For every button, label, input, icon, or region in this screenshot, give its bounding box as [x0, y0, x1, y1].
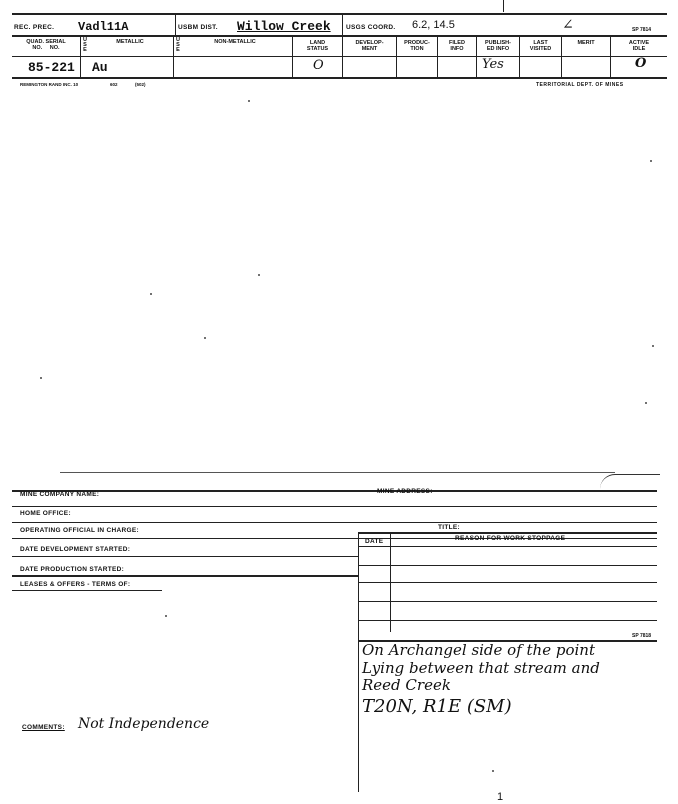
- speck: [650, 160, 652, 162]
- comments-label: COMMENTS:: [22, 724, 65, 731]
- speck: [492, 770, 494, 772]
- rule: [358, 546, 657, 547]
- mine-address-label: MINE ADDRESS:: [377, 488, 433, 495]
- footer-left: REMINGTON RAND INC. 10: [20, 82, 79, 87]
- home-office-label: HOME OFFICE:: [20, 510, 71, 517]
- note-line: On Archangel side of the point: [362, 641, 595, 659]
- rule: [358, 620, 657, 621]
- footer-right: TERRITORIAL DEPT. OF MINES: [536, 82, 624, 88]
- footer-code: (502): [135, 82, 146, 87]
- divider: [175, 14, 176, 36]
- published-info-header: PUBLISH- ED INFO: [485, 40, 511, 52]
- date-development-label: DATE DEVELOPMENT STARTED:: [20, 546, 131, 553]
- rule: [358, 565, 657, 566]
- rule: [358, 582, 657, 583]
- use-right-header: U S E: [176, 37, 180, 53]
- col-divider: [173, 36, 174, 78]
- values-bottom-rule: [12, 77, 667, 79]
- rec-prec-label: REC. PREC.: [14, 24, 55, 31]
- last-visited-header: LAST VISITED: [529, 40, 552, 52]
- speck: [248, 100, 250, 102]
- speck: [645, 402, 647, 404]
- rule: [358, 601, 657, 602]
- note-line: Lying between that stream and: [362, 659, 600, 677]
- quad-serial-value: 85-221: [28, 60, 75, 75]
- leases-label: LEASES & OFFERS - TERMS OF:: [20, 581, 131, 588]
- active-idle-value: O: [635, 56, 647, 71]
- header-top-rule: [12, 13, 667, 15]
- active-idle-header: ACTIVE IDLE: [628, 40, 650, 52]
- header-bottom-rule: [12, 35, 667, 37]
- land-status-value: O: [313, 58, 324, 73]
- note-line: Reed Creek: [362, 676, 451, 694]
- date-header: DATE: [365, 538, 384, 545]
- operating-official-label: OPERATING OFFICIAL IN CHARGE:: [20, 527, 139, 534]
- speck: [165, 615, 167, 617]
- divider: [342, 14, 343, 36]
- non-metallic-header: NON-METALLIC: [214, 39, 256, 45]
- note-legal-description: T20N, R1E (SM): [362, 696, 512, 717]
- columns-bottom-rule: [12, 56, 667, 57]
- rule: [12, 575, 358, 577]
- speck: [150, 293, 152, 295]
- merit-header: MERIT: [577, 40, 595, 46]
- metallic-header: METALLIC: [116, 39, 144, 45]
- usbm-dist-label: USBM DIST.: [178, 24, 218, 31]
- filed-info-header: FILED INFO: [449, 40, 465, 52]
- table-left-rule: [358, 532, 359, 792]
- comments-value: Not Independence: [78, 716, 210, 732]
- title-label: TITLE:: [438, 524, 461, 531]
- reason-header: REASON FOR WORK STOPPAGE: [455, 535, 566, 542]
- rule: [12, 522, 657, 523]
- use-left-header: U S E: [83, 37, 87, 53]
- metallic-value: Au: [92, 60, 108, 75]
- rule: [12, 556, 358, 557]
- rule: [358, 532, 657, 534]
- speck: [40, 377, 42, 379]
- usgs-coord-label: USGS COORD.: [346, 24, 396, 31]
- rule: [12, 490, 657, 492]
- rule: [12, 506, 657, 507]
- speck: [204, 337, 206, 339]
- development-header: DEVELOP- MENT: [355, 40, 384, 52]
- date-production-label: DATE PRODUCTION STARTED:: [20, 566, 125, 573]
- usbm-dist-value: Willow Creek: [237, 19, 331, 34]
- page-number: 1: [497, 791, 504, 803]
- speck: [652, 345, 654, 347]
- form-code: SP 7814: [632, 27, 652, 33]
- production-header: PRODUC- TION: [404, 40, 430, 52]
- mine-company-label: MINE COMPANY NAME:: [20, 491, 100, 498]
- card-curl: [600, 474, 660, 489]
- footer-code: 602: [110, 82, 118, 87]
- rule: [12, 590, 162, 591]
- bottom-form-code: SP 7818: [632, 633, 652, 639]
- top-tick-mark: [503, 0, 504, 12]
- rec-prec-value: Vadl11A: [78, 20, 129, 34]
- quad-serial-header: QUAD. SERIAL NO. NO.: [26, 39, 66, 51]
- corner-mark: ∠: [562, 17, 574, 33]
- speck: [258, 274, 260, 276]
- land-status-header: LAND STATUS: [306, 40, 329, 52]
- card-edge: [60, 472, 615, 473]
- published-info-value: Yes: [482, 57, 504, 72]
- usgs-coord-value: 6.2, 14.5: [412, 19, 455, 31]
- col-divider: [80, 36, 81, 78]
